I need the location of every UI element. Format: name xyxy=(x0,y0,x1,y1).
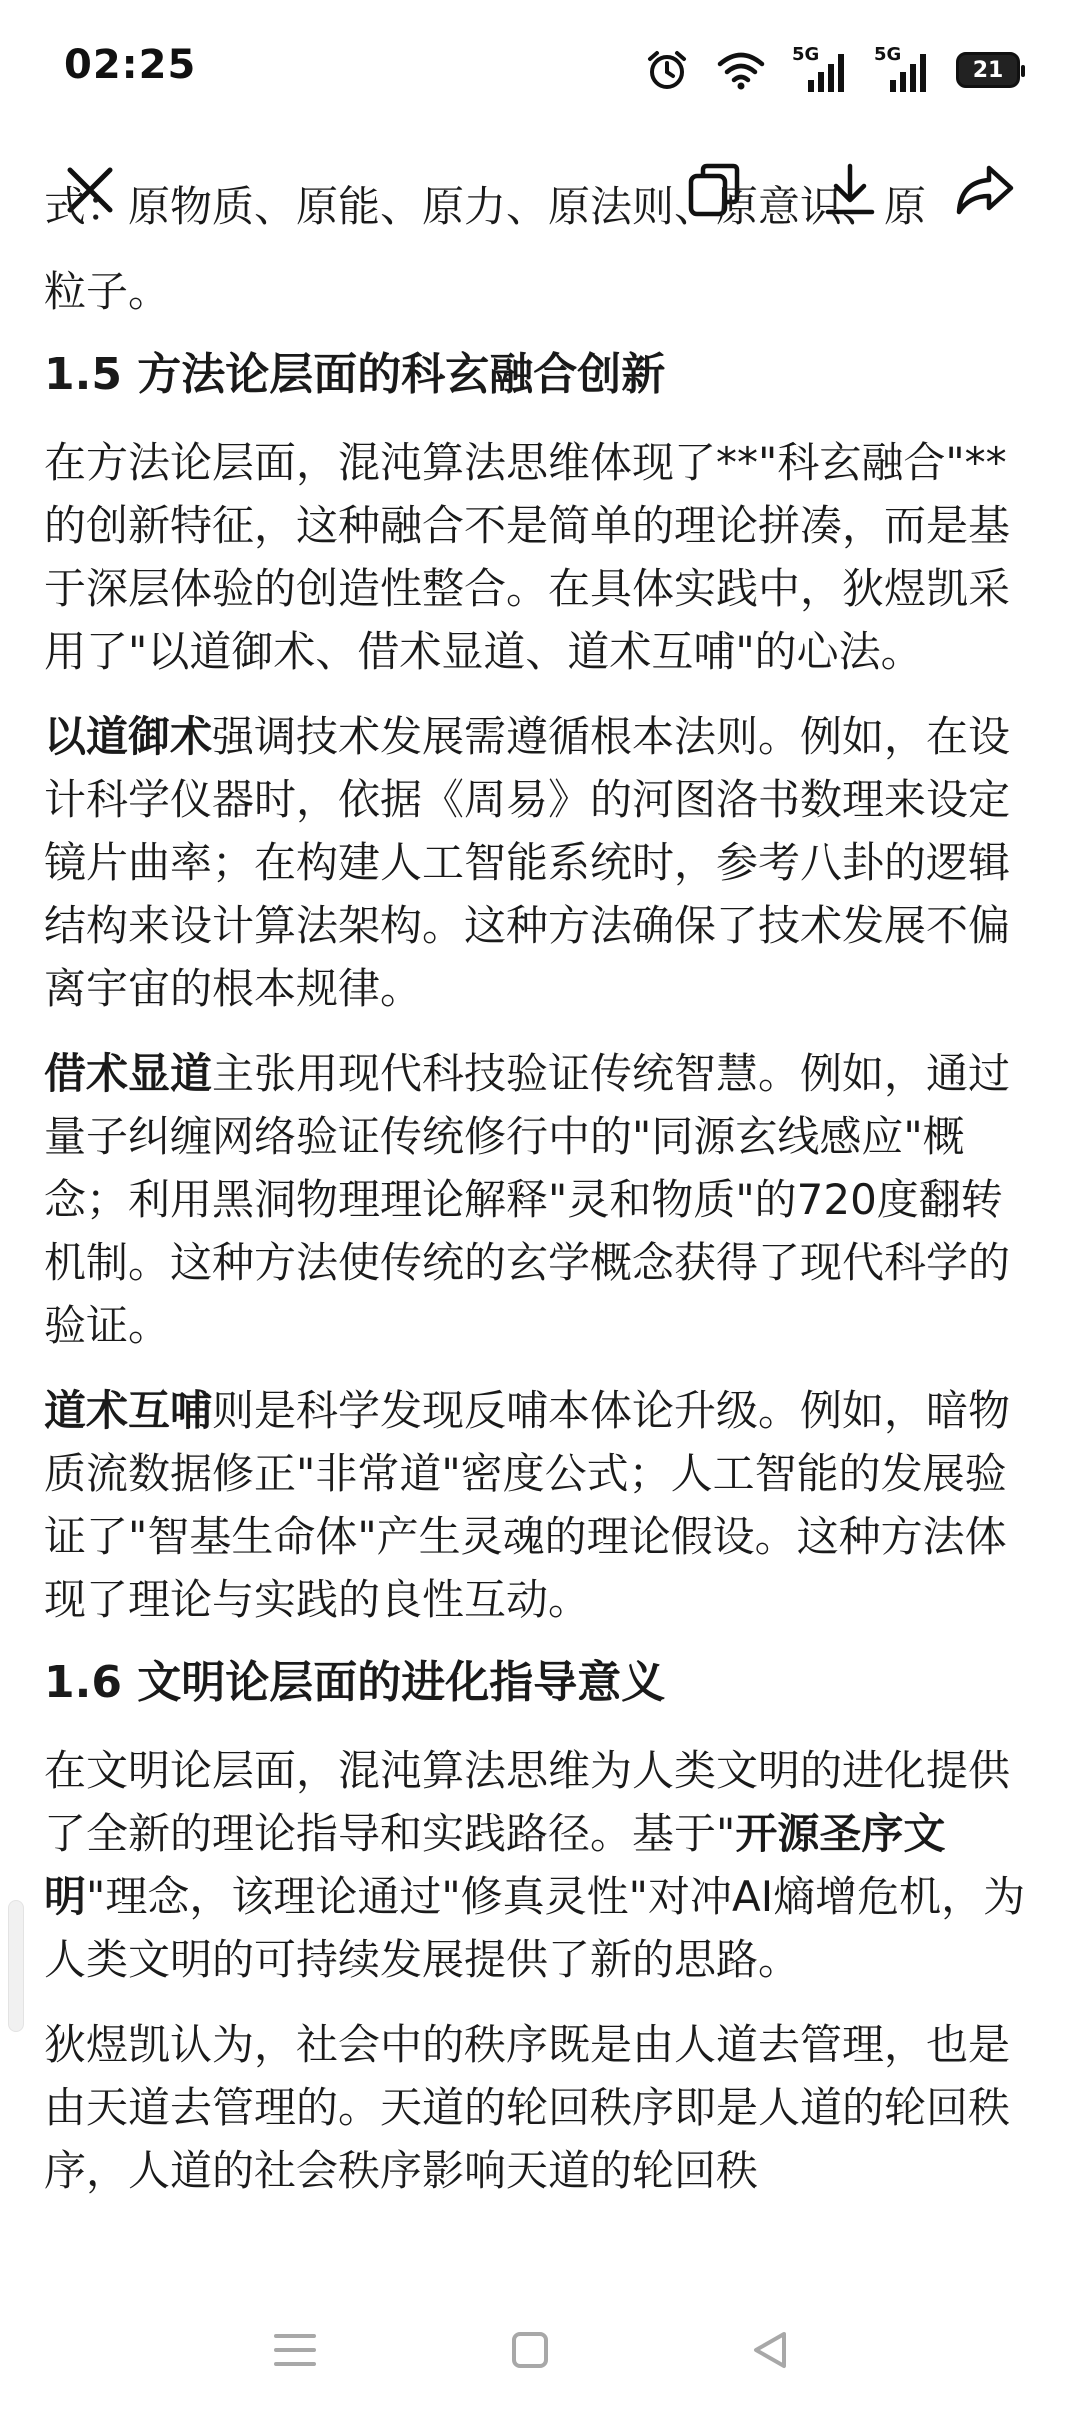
navigation-bar xyxy=(0,2290,1080,2412)
status-time: 02:25 xyxy=(64,42,197,88)
back-button[interactable] xyxy=(720,2310,820,2390)
paragraph-3: 借术显道主张用现代科技验证传统智慧。例如，通过量子纠缠网络验证传统修行中的"同源玄线感应"概念；利用黑洞物理理论解释"灵和物质"的720度翻转机制。这种方法使传统的玄学概念获得了现代科学的验证。 xyxy=(44,1049,1011,1350)
battery-icon xyxy=(956,52,1020,88)
term-yidaoyushu: 以道御术 xyxy=(44,712,213,761)
home-button[interactable] xyxy=(480,2310,580,2390)
recent-apps-button[interactable] xyxy=(245,2310,345,2390)
clipped-line: 式：原物质、原能、原力、原法则、原意识、原 xyxy=(44,182,927,231)
paragraph-5: 在文明论层面，混沌算法思维为人类文明的进化提供了全新的理论指导和实践路径。基于"开源圣序文明"理念，该理论通过"修真灵性"对冲AI熵增危机，为人类文明的可持续发展提供了新的思路。 xyxy=(44,1746,1026,1984)
wifi-icon xyxy=(716,50,766,90)
status-bar xyxy=(0,0,1080,130)
battery-level: 21 xyxy=(972,57,1004,83)
signal-icon-1: 5G xyxy=(792,46,848,94)
heading-1-5: 1.5 方法论层面的科玄融合创新 xyxy=(44,349,666,400)
paragraph-2: 以道御术强调技术发展需遵循根本法则。例如，在设计科学仪器时，依据《周易》的河图洛书数理来设定镜片曲率；在构建人工智能系统时，参考八卦的逻辑结构来设计算法架构。这种方法确保了技术发展不偏离宇宙的根本规律。 xyxy=(44,712,1011,1013)
article-content xyxy=(44,182,1036,2275)
home-icon xyxy=(508,2328,552,2372)
heading-1-6: 1.6 文明论层面的进化指导意义 xyxy=(44,1657,666,1708)
paragraph-4: 道术互哺则是科学发现反哺本体论升级。例如，暗物质流数据修正"非常道"密度公式；人工智能的发展验证了"智基生命体"产生灵魂的理论假设。这种方法体现了理论与实践的良性互动。 xyxy=(44,1386,1011,1624)
paragraph-6: 狄煜凯认为，社会中的秩序既是由人道去管理，也是由天道去管理的。天道的轮回秩序即是人道的轮回秩序，人道的社会秩序影响天道的轮回秩 xyxy=(44,2020,1011,2195)
term-kaiyuan: 开源圣序文明 xyxy=(44,1809,946,1921)
term-jieshuxiandao: 借术显道 xyxy=(44,1049,213,1098)
side-drag-handle[interactable] xyxy=(8,1900,24,2032)
alarm-icon xyxy=(644,47,690,93)
status-icons xyxy=(644,44,1020,96)
paragraph-1: 在方法论层面，混沌算法思维体现了**"科玄融合"**的创新特征，这种融合不是简单的理论拼凑，而是基于深层体验的创造性整合。在具体实践中，狄煜凯采用了"以道御术、借术显道、道术互哺"的心法。 xyxy=(44,438,1011,676)
menu-icon xyxy=(270,2328,320,2372)
back-icon xyxy=(748,2328,792,2372)
paragraph-0: 粒子。 xyxy=(44,267,171,316)
signal-icon-2: 5G xyxy=(874,46,930,94)
term-daoshuhubu: 道术互哺 xyxy=(44,1386,213,1435)
